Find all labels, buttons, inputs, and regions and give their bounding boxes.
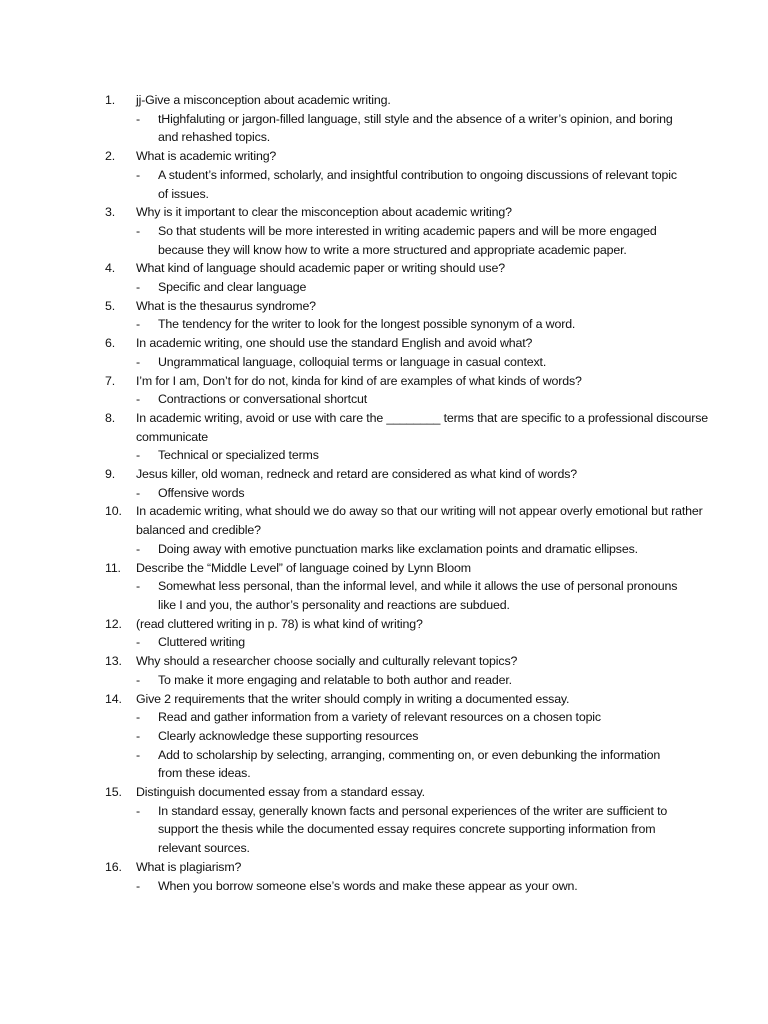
question-text: jj-Give a misconception about academic writing. <box>136 93 391 107</box>
question-number: 10. <box>105 504 122 519</box>
question-item <box>0 783 768 858</box>
question-line <box>0 690 768 709</box>
answer-text: So that students will be more interested in writing academic papers and will be more engaged because they will know how to write a more structured and appropriate academic paper. <box>158 223 657 257</box>
answer-item <box>0 802 768 858</box>
answer-item <box>0 278 768 297</box>
question-number: 4. <box>105 261 116 276</box>
answer-text: Specific and clear language <box>158 280 307 295</box>
dash-bullet: - <box>136 223 140 238</box>
question-number: 7. <box>105 373 116 388</box>
dash-bullet: - <box>136 485 140 500</box>
question-item <box>0 91 768 147</box>
question-text: Why is it important to clear the misconception about academic writing? <box>136 205 512 220</box>
question-text: What is plagiarism? <box>136 859 242 874</box>
answer-item <box>0 877 768 896</box>
question-line <box>0 783 768 802</box>
question-line <box>0 502 768 539</box>
question-number: 14. <box>105 691 122 706</box>
dash-bullet: - <box>136 354 140 369</box>
question-text: In academic writing, one should use the standard English and avoid what? <box>136 336 533 351</box>
dash-bullet: - <box>136 710 140 725</box>
question-number: 12. <box>105 616 122 631</box>
answer-item <box>0 390 768 409</box>
dash-bullet: - <box>136 747 140 762</box>
question-item <box>0 690 768 784</box>
question-line <box>0 372 768 391</box>
answer-text: Somewhat less personal, than the informal level, and while it allows the use of personal pronouns like I and you, the author’s personality and reactions are subdued. <box>158 579 678 612</box>
answer-text: Doing away with emotive punctuation marks like exclamation points and dramatic ellipses. <box>158 541 638 556</box>
answer-text: In standard essay, generally known facts and personal experiences of the writer are sufficient to support the thesis while the documented essay requires concrete supporting information from relevant sources. <box>158 803 668 856</box>
answer-text: Clearly acknowledge these supporting resources <box>158 728 419 743</box>
question-text: Describe the “Middle Level” of language coined by Lynn Bloom <box>136 560 471 575</box>
answer-item <box>0 484 768 503</box>
question-item <box>0 409 768 465</box>
answer-item <box>0 315 768 334</box>
answer-text: Technical or specialized terms <box>158 448 319 463</box>
answer-text: Read and gather information from a variety of relevant resources on a chosen topic <box>158 710 601 725</box>
question-line <box>0 203 768 222</box>
question-item <box>0 502 768 558</box>
answer-item <box>0 671 768 690</box>
question-item <box>0 147 768 203</box>
question-list <box>0 91 768 895</box>
dash-bullet: - <box>136 541 140 556</box>
question-item <box>0 615 768 652</box>
question-text: Jesus killer, old woman, redneck and retard are considered as what kind of words? <box>136 467 578 482</box>
answer-text: Offensive words <box>158 485 245 500</box>
question-line <box>0 259 768 278</box>
answer-text: To make it more engaging and relatable to both author and reader. <box>158 672 512 687</box>
answer-text: Ungrammatical language, colloquial terms or language in casual context. <box>158 354 547 369</box>
question-line <box>0 297 768 316</box>
question-line <box>0 465 768 484</box>
question-line <box>0 334 768 353</box>
question-text: What is the thesaurus syndrome? <box>136 298 316 313</box>
question-number: 16. <box>105 859 122 874</box>
question-text: In academic writing, what should we do away so that our writing will not appear overly emotional but rather balanced and credible? <box>136 504 703 538</box>
question-number: 1. <box>105 93 116 107</box>
question-number: 9. <box>105 467 116 482</box>
question-item <box>0 297 768 334</box>
dash-bullet: - <box>136 111 140 126</box>
answer-text: tHighfaluting or jargon-filled language, still style and the absence of a writer’s opinion, and boring and rehashed topics. <box>158 111 673 145</box>
question-line <box>0 615 768 634</box>
question-item <box>0 465 768 502</box>
answer-item <box>0 446 768 465</box>
answer-item <box>0 540 768 559</box>
question-text: Why should a researcher choose socially and culturally relevant topics? <box>136 654 518 669</box>
question-number: 15. <box>105 785 122 800</box>
answer-text: Cluttered writing <box>158 635 245 650</box>
dash-bullet: - <box>136 635 140 650</box>
answer-item <box>0 110 768 147</box>
answer-text: The tendency for the writer to look for the longest possible synonym of a word. <box>158 317 576 332</box>
dash-bullet: - <box>136 167 140 182</box>
question-number: 13. <box>105 654 122 669</box>
question-line <box>0 652 768 671</box>
question-text: What kind of language should academic paper or writing should use? <box>136 261 505 276</box>
question-number: 2. <box>105 149 116 164</box>
question-number: 6. <box>105 336 116 351</box>
answer-item <box>0 708 768 727</box>
question-number: 8. <box>105 410 116 425</box>
question-line <box>0 147 768 166</box>
dash-bullet: - <box>136 448 140 463</box>
question-line <box>0 858 768 877</box>
dash-bullet: - <box>136 878 140 893</box>
question-item <box>0 559 768 615</box>
question-text: Give 2 requirements that the writer should comply in writing a documented essay. <box>136 691 570 706</box>
question-item <box>0 203 768 259</box>
answer-item <box>0 746 768 783</box>
dash-bullet: - <box>136 672 140 687</box>
answer-text: Add to scholarship by selecting, arranging, commenting on, or even debunking the information from these ideas. <box>158 747 661 781</box>
answer-text: A student’s informed, scholarly, and insightful contribution to ongoing discussions of relevant topic of issues. <box>158 167 677 201</box>
question-text: I’m for I am, Don’t for do not, kinda for kind of are examples of what kinds of words? <box>136 373 582 388</box>
dash-bullet: - <box>136 728 140 743</box>
question-item <box>0 652 768 689</box>
question-number: 11. <box>105 560 121 575</box>
question-item <box>0 259 768 296</box>
question-line <box>0 91 768 110</box>
answer-item <box>0 727 768 746</box>
answer-text: When you borrow someone else’s words and make these appear as your own. <box>158 878 578 893</box>
question-number: 5. <box>105 298 116 313</box>
answer-item <box>0 166 768 203</box>
dash-bullet: - <box>136 579 140 594</box>
answer-item <box>0 633 768 652</box>
question-line <box>0 409 768 446</box>
answer-item <box>0 577 768 614</box>
question-text: Distinguish documented essay from a standard essay. <box>136 785 425 800</box>
dash-bullet: - <box>136 317 140 332</box>
question-item <box>0 334 768 371</box>
question-text: (read cluttered writing in p. 78) is what kind of writing? <box>136 616 423 631</box>
question-item <box>0 858 768 895</box>
question-number: 3. <box>105 205 116 220</box>
question-text: In academic writing, avoid or use with care the ________ terms that are specific to a professional discourse communicate <box>136 410 708 444</box>
answer-item <box>0 353 768 372</box>
question-line <box>0 559 768 578</box>
question-text: What is academic writing? <box>136 149 277 164</box>
question-item <box>0 372 768 409</box>
answer-item <box>0 222 768 259</box>
answer-text: Contractions or conversational shortcut <box>158 392 368 407</box>
dash-bullet: - <box>136 392 140 407</box>
dash-bullet: - <box>136 803 140 818</box>
dash-bullet: - <box>136 280 140 295</box>
